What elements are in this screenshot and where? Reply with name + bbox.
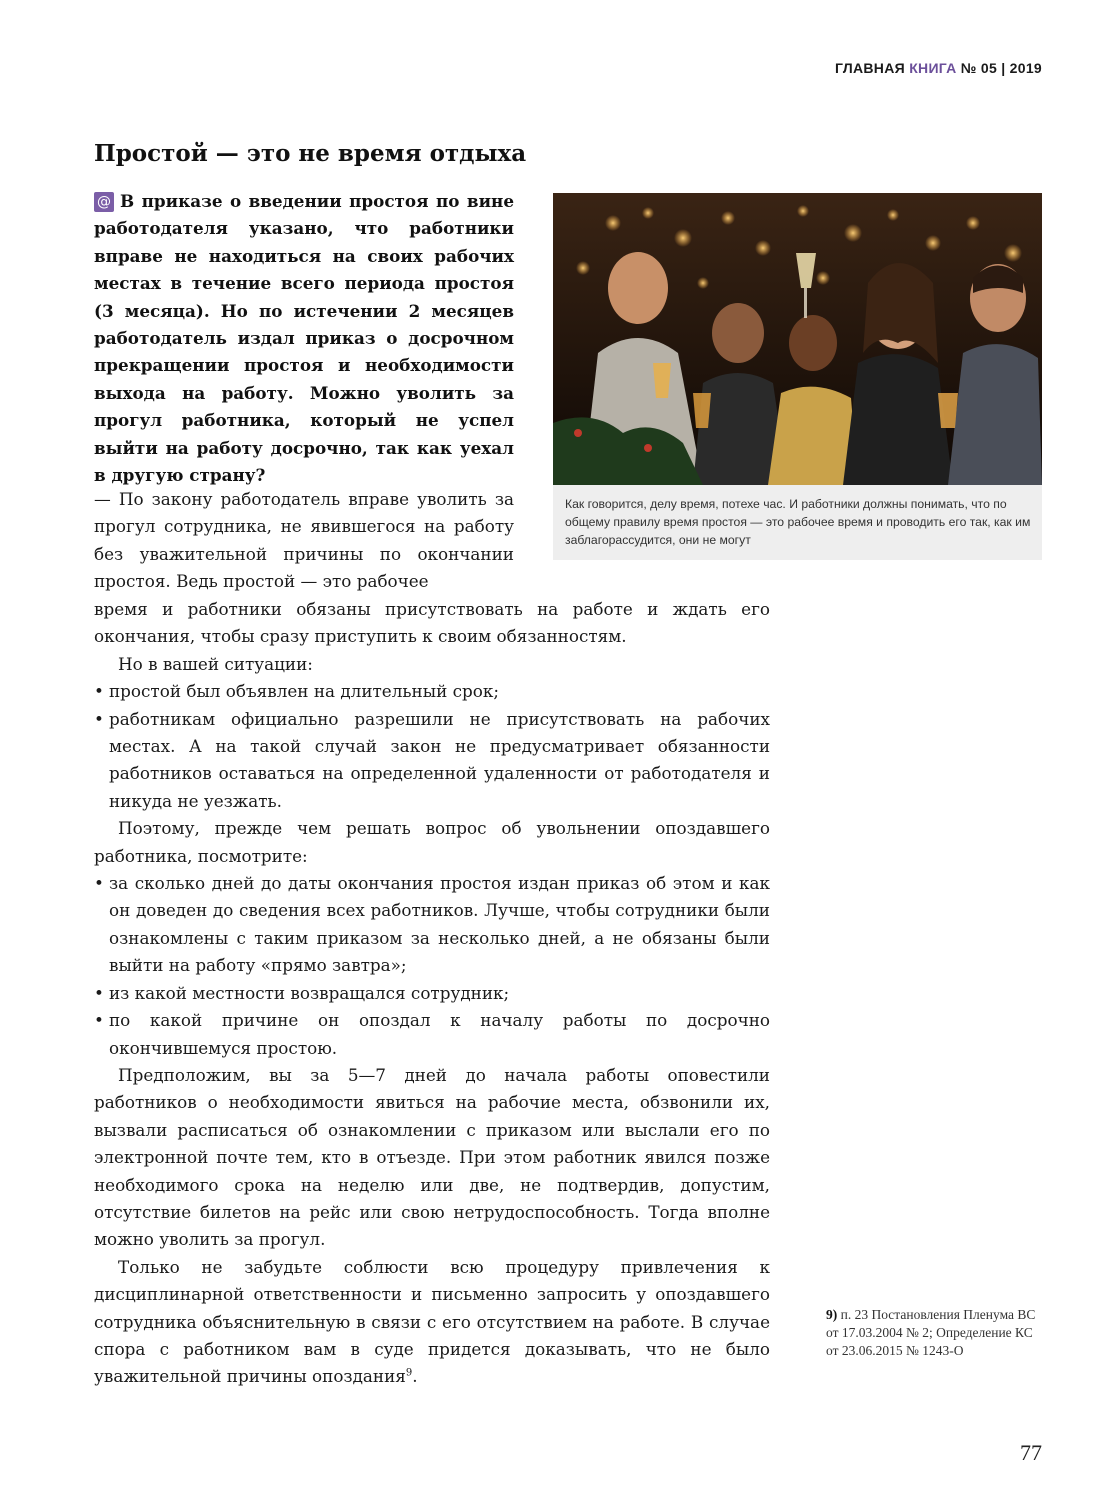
question-icon: @ xyxy=(94,192,114,212)
brand-main: ГЛАВНАЯ xyxy=(834,60,905,76)
check-lead: Поэтому, прежде чем решать вопрос об увольнении опоздавшего работника, посмотрите: xyxy=(94,818,770,866)
footnote xyxy=(826,1306,1041,1360)
article-title: Простой — это не время отдыха xyxy=(94,140,527,167)
list-item: • по какой причине он опоздал к началу работы по досрочно окончившемуся простою. xyxy=(94,1007,770,1062)
footnote-text: п. 23 Постановления Пленума ВС от 17.03.2004 № 2; Определение КС от 23.06.2015 № 1243-О xyxy=(826,1307,1036,1358)
question-block xyxy=(94,188,514,489)
photo-figure xyxy=(553,193,1042,560)
list-item: • простой был объявлен на длительный срок; xyxy=(94,678,770,705)
magazine-header xyxy=(835,60,1042,76)
check-list xyxy=(94,870,770,1062)
brand-accent: КНИГА xyxy=(909,60,957,76)
party-photo xyxy=(553,193,1042,485)
final-paragraph-text: Только не забудьте соблюсти всю процедуру привлечения к дисциплинарной ответственности и письменно запросить у опоздавшего сотрудника объяснительную в связи с его отсутствием на работе. В случае спора с работником вам в суде придется доказывать, что не было уважительной причины опоздания xyxy=(94,1256,770,1387)
list-item: • работникам официально разрешили не присутствовать на рабочих местах. А на такой случай закон не предусматривает обязанности работников оставаться на определенной удаленности от работодателя и никуда не уезжать. xyxy=(94,706,770,816)
answer-intro-text: — По закону работодатель вправе уволить за прогул сотрудника, не явившегося на работу без уважительной причины по окончании простоя. Ведь простой — это рабочее xyxy=(94,489,514,592)
situation-lead: Но в вашей ситуации: xyxy=(118,653,313,674)
answer-intro-narrow xyxy=(94,486,514,596)
footnote-number: 9) xyxy=(826,1307,838,1322)
answer-intro-continued: время и работники обязаны присутствовать на работе и ждать его окончания, чтобы сразу приступить к своим обязанностям. xyxy=(94,599,770,647)
question-text: В приказе о введении простоя по вине работодателя указано, что работники вправе не находиться на своих рабочих местах в течение всего периода простоя (3 месяца). Но по истечении 2 месяцев работодатель издал приказ о досрочном прекращении простоя и необходимости выхода на работу. Можно уволить за прогул работника, который не успел выйти на работу досрочно, так как уехал в другую страну? xyxy=(94,191,514,486)
final-paragraph xyxy=(94,1254,770,1391)
page-number: 77 xyxy=(1020,1440,1042,1465)
party-photo-illustration xyxy=(553,193,1042,485)
issue-number: № 05 | 2019 xyxy=(960,60,1042,76)
photo-caption: Как говорится, делу время, потехе час. И работники должны понимать, что по общему правилу время простоя — это рабочее время и проводить его так, как им заблагорассудится, они не могут xyxy=(565,497,1031,547)
final-period: . xyxy=(412,1366,418,1387)
list-item: • из какой местности возвращался сотрудник; xyxy=(94,980,770,1007)
situation-list xyxy=(94,678,770,815)
example-paragraph: Предположим, вы за 5—7 дней до начала работы оповестили работников о необходимости явиться на рабочие места, обзвонили их, вызвали расписаться об ознакомлении с приказом или выслали его по электронной почте тем, кто в отъезде. При этом работник явился позже необходимого срока на неделю или две, не подтвердив, допустим, отсутствие билетов на рейс или свою нетрудоспособность. Тогда вполне можно уволить за прогул. xyxy=(94,1064,770,1250)
footnote-reference[interactable]: 9 xyxy=(405,1367,413,1379)
list-item: • за сколько дней до даты окончания простоя издан приказ об этом и как он доведен до сведения всех работников. Лучше, чтобы сотрудники были ознакомлены с таким приказом за несколько дней, а не обязаны были выйти на работу «прямо завтра»; xyxy=(94,870,770,980)
answer-body xyxy=(94,596,770,1391)
